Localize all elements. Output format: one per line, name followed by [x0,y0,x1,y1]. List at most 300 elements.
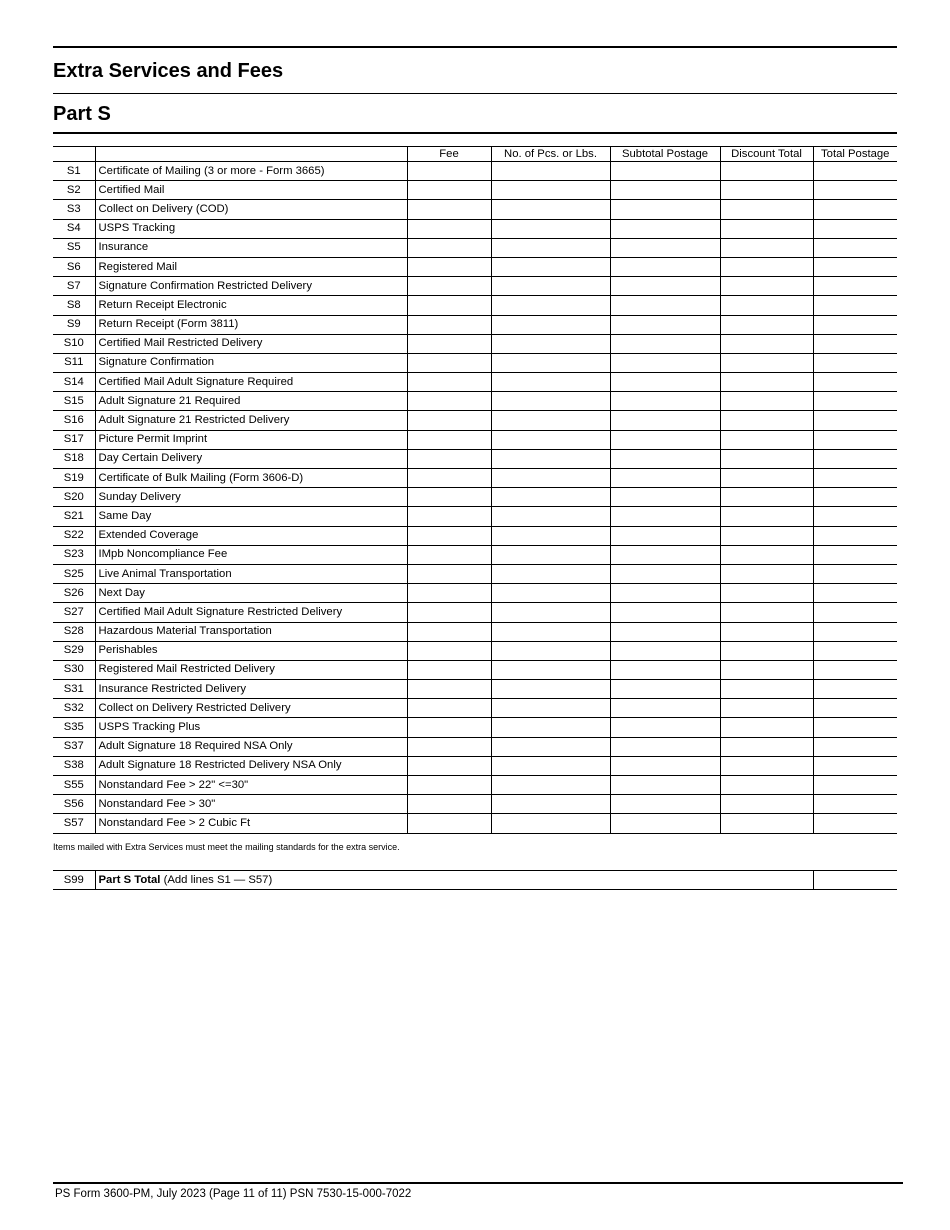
row-service-label: Certified Mail Restricted Delivery [95,334,407,353]
header-service [95,147,407,162]
discount-field[interactable] [720,392,813,411]
row-code: S2 [53,181,95,200]
pieces-field[interactable] [491,181,610,200]
row-code: S28 [53,622,95,641]
pieces-field[interactable] [491,200,610,219]
row-code: S11 [53,353,95,372]
table-row [53,699,897,718]
table-row [53,257,897,276]
fee-field[interactable] [407,603,491,622]
pieces-field[interactable] [491,545,610,564]
total-postage-field[interactable] [813,526,897,545]
discount-field[interactable] [720,699,813,718]
subtotal-field[interactable] [610,257,720,276]
table-row [53,296,897,315]
pieces-field[interactable] [491,622,610,641]
pieces-field[interactable] [491,603,610,622]
row-service-label: Registered Mail Restricted Delivery [95,660,407,679]
discount-field[interactable] [720,526,813,545]
discount-field[interactable] [720,603,813,622]
subtotal-field[interactable] [610,584,720,603]
pieces-field[interactable] [491,526,610,545]
row-service-label: Return Receipt (Form 3811) [95,315,407,334]
total-postage-field[interactable] [813,449,897,468]
table-body [53,162,897,834]
row-code: S23 [53,545,95,564]
total-postage-field[interactable] [813,699,897,718]
row-service-label: Collect on Delivery (COD) [95,200,407,219]
row-service-label: Certified Mail [95,181,407,200]
subtotal-field[interactable] [610,737,720,756]
total-label [95,871,813,890]
table-row [53,162,897,181]
row-code: S38 [53,756,95,775]
fee-field[interactable] [407,162,491,181]
subtotal-field[interactable] [610,219,720,238]
fee-field[interactable] [407,756,491,775]
row-service-label: Certified Mail Adult Signature Restricted Delivery [95,603,407,622]
pieces-field[interactable] [491,488,610,507]
extra-services-note: Items mailed with Extra Services must meet the mailing standards for the extra service. [53,842,400,852]
row-code: S56 [53,795,95,814]
fee-field[interactable] [407,776,491,795]
pieces-field[interactable] [491,392,610,411]
fee-field[interactable] [407,641,491,660]
fee-field[interactable] [407,622,491,641]
row-service-label: Perishables [95,641,407,660]
fee-field[interactable] [407,699,491,718]
fee-field[interactable] [407,469,491,488]
subtotal-field[interactable] [610,488,720,507]
table-row [53,334,897,353]
row-code: S3 [53,200,95,219]
discount-field[interactable] [720,756,813,775]
discount-field[interactable] [720,200,813,219]
subtotal-field[interactable] [610,814,720,833]
table-row [53,603,897,622]
top-rule [53,46,897,48]
fee-field[interactable] [407,737,491,756]
extra-services-table [53,146,897,834]
row-service-label: Adult Signature 21 Restricted Delivery [95,411,407,430]
total-postage-field[interactable] [813,795,897,814]
header-discount: Discount Total [720,147,813,162]
pieces-field[interactable] [491,776,610,795]
total-postage-field[interactable] [813,392,897,411]
discount-field[interactable] [720,315,813,334]
subtotal-field[interactable] [610,334,720,353]
total-postage-field[interactable] [813,238,897,257]
total-label-bold: Part S Total [98,873,161,886]
subtotal-field[interactable] [610,430,720,449]
table-header-row [53,147,897,162]
fee-field[interactable] [407,584,491,603]
pieces-field[interactable] [491,660,610,679]
row-code: S1 [53,162,95,181]
row-service-label: Return Receipt Electronic [95,296,407,315]
subtotal-field[interactable] [610,564,720,583]
section-title: Extra Services and Fees [53,60,284,82]
row-code: S22 [53,526,95,545]
row-service-label: Certified Mail Adult Signature Required [95,373,407,392]
discount-field[interactable] [720,181,813,200]
table-row [53,277,897,296]
fee-field[interactable] [407,353,491,372]
total-postage-field[interactable] [813,871,897,890]
pieces-field[interactable] [491,584,610,603]
row-service-label: USPS Tracking [95,219,407,238]
total-postage-field[interactable] [813,315,897,334]
row-service-label: Adult Signature 18 Required NSA Only [95,737,407,756]
table-row [53,660,897,679]
total-postage-field[interactable] [813,296,897,315]
pieces-field[interactable] [491,219,610,238]
row-code: S19 [53,469,95,488]
subtotal-field[interactable] [610,699,720,718]
total-postage-field[interactable] [813,507,897,526]
row-code: S20 [53,488,95,507]
total-postage-field[interactable] [813,257,897,276]
table-row [53,411,897,430]
table-row [53,641,897,660]
total-postage-field[interactable] [813,564,897,583]
row-service-label: Insurance [95,238,407,257]
discount-field[interactable] [720,257,813,276]
discount-field[interactable] [720,488,813,507]
subtotal-field[interactable] [610,680,720,699]
row-service-label: Nonstandard Fee > 30" [95,795,407,814]
total-postage-field[interactable] [813,334,897,353]
total-postage-field[interactable] [813,603,897,622]
table-row [53,181,897,200]
row-code: S27 [53,603,95,622]
fee-field[interactable] [407,795,491,814]
row-code: S21 [53,507,95,526]
fee-field[interactable] [407,219,491,238]
pieces-field[interactable] [491,238,610,257]
pieces-field[interactable] [491,315,610,334]
row-code: S37 [53,737,95,756]
discount-field[interactable] [720,238,813,257]
row-service-label: Live Animal Transportation [95,564,407,583]
table-row [53,219,897,238]
pieces-field[interactable] [491,507,610,526]
discount-field[interactable] [720,162,813,181]
subtotal-field[interactable] [610,756,720,775]
discount-field[interactable] [720,469,813,488]
discount-field[interactable] [720,334,813,353]
discount-field[interactable] [720,737,813,756]
fee-field[interactable] [407,334,491,353]
pieces-field[interactable] [491,296,610,315]
discount-field[interactable] [720,584,813,603]
subtotal-field[interactable] [610,296,720,315]
row-code: S6 [53,257,95,276]
total-postage-field[interactable] [813,373,897,392]
row-code: S32 [53,699,95,718]
header-pieces: No. of Pcs. or Lbs. [491,147,610,162]
discount-field[interactable] [720,353,813,372]
total-postage-field[interactable] [813,622,897,641]
fee-field[interactable] [407,200,491,219]
total-postage-field[interactable] [813,641,897,660]
discount-field[interactable] [720,622,813,641]
fee-field[interactable] [407,315,491,334]
subtotal-field[interactable] [610,545,720,564]
total-postage-field[interactable] [813,814,897,833]
table-row [53,564,897,583]
total-postage-field[interactable] [813,737,897,756]
part-rule [53,132,897,134]
table-row [53,315,897,334]
row-service-label: Hazardous Material Transportation [95,622,407,641]
total-postage-field[interactable] [813,219,897,238]
discount-field[interactable] [720,430,813,449]
fee-field[interactable] [407,660,491,679]
discount-field[interactable] [720,680,813,699]
pieces-field[interactable] [491,257,610,276]
row-code: S17 [53,430,95,449]
row-service-label: Nonstandard Fee > 22" <=30" [95,776,407,795]
row-code: S10 [53,334,95,353]
part-title: Part S [53,103,111,125]
row-code: S9 [53,315,95,334]
table-row [53,584,897,603]
total-row [53,871,897,890]
pieces-field[interactable] [491,699,610,718]
row-code: S35 [53,718,95,737]
discount-field[interactable] [720,776,813,795]
subtotal-field[interactable] [610,277,720,296]
fee-field[interactable] [407,296,491,315]
total-postage-field[interactable] [813,488,897,507]
row-service-label: Picture Permit Imprint [95,430,407,449]
fee-field[interactable] [407,430,491,449]
table-row [53,737,897,756]
subtotal-field[interactable] [610,641,720,660]
table-row [53,200,897,219]
fee-field[interactable] [407,814,491,833]
fee-field[interactable] [407,373,491,392]
row-service-label: Next Day [95,584,407,603]
table-row [53,449,897,468]
row-service-label: Extended Coverage [95,526,407,545]
discount-field[interactable] [720,564,813,583]
pieces-field[interactable] [491,718,610,737]
pieces-field[interactable] [491,373,610,392]
subtotal-field[interactable] [610,392,720,411]
pieces-field[interactable] [491,449,610,468]
total-postage-field[interactable] [813,776,897,795]
table-row [53,756,897,775]
total-postage-field[interactable] [813,545,897,564]
pieces-field[interactable] [491,641,610,660]
table-row [53,430,897,449]
pieces-field[interactable] [491,430,610,449]
subtotal-field[interactable] [610,373,720,392]
pieces-field[interactable] [491,564,610,583]
subtotal-field[interactable] [610,660,720,679]
total-postage-field[interactable] [813,200,897,219]
discount-field[interactable] [720,373,813,392]
row-service-label: Sunday Delivery [95,488,407,507]
row-service-label: USPS Tracking Plus [95,718,407,737]
table-row [53,488,897,507]
subtotal-field[interactable] [610,200,720,219]
discount-field[interactable] [720,449,813,468]
row-code: S15 [53,392,95,411]
discount-field[interactable] [720,277,813,296]
total-postage-field[interactable] [813,469,897,488]
row-code: S29 [53,641,95,660]
total-postage-field[interactable] [813,411,897,430]
table-row [53,469,897,488]
header-subtotal: Subtotal Postage [610,147,720,162]
fee-field[interactable] [407,545,491,564]
discount-field[interactable] [720,814,813,833]
row-service-label: Signature Confirmation Restricted Delivery [95,277,407,296]
fee-field[interactable] [407,411,491,430]
total-postage-field[interactable] [813,756,897,775]
total-code: S99 [53,871,95,890]
row-code: S5 [53,238,95,257]
row-service-label: Day Certain Delivery [95,449,407,468]
pieces-field[interactable] [491,411,610,430]
pieces-field[interactable] [491,162,610,181]
table-row [53,373,897,392]
table-row [53,392,897,411]
pieces-field[interactable] [491,334,610,353]
row-code: S55 [53,776,95,795]
row-code: S4 [53,219,95,238]
subtotal-field[interactable] [610,449,720,468]
subtotal-field[interactable] [610,181,720,200]
fee-field[interactable] [407,526,491,545]
row-code: S16 [53,411,95,430]
row-service-label: Nonstandard Fee > 2 Cubic Ft [95,814,407,833]
subtotal-field[interactable] [610,315,720,334]
total-postage-field[interactable] [813,181,897,200]
row-service-label: IMpb Noncompliance Fee [95,545,407,564]
discount-field[interactable] [720,219,813,238]
row-code: S14 [53,373,95,392]
subtotal-field[interactable] [610,238,720,257]
table-row [53,718,897,737]
subtotal-field[interactable] [610,718,720,737]
fee-field[interactable] [407,718,491,737]
table-row [53,526,897,545]
discount-field[interactable] [720,545,813,564]
discount-field[interactable] [720,507,813,526]
pieces-field[interactable] [491,469,610,488]
table-row [53,795,897,814]
fee-field[interactable] [407,507,491,526]
row-code: S18 [53,449,95,468]
fee-field[interactable] [407,488,491,507]
table-row [53,353,897,372]
row-code: S31 [53,680,95,699]
subtotal-field[interactable] [610,411,720,430]
total-postage-field[interactable] [813,584,897,603]
total-postage-field[interactable] [813,162,897,181]
fee-field[interactable] [407,564,491,583]
subtotal-field[interactable] [610,507,720,526]
section-divider [53,93,897,94]
total-postage-field[interactable] [813,680,897,699]
subtotal-field[interactable] [610,776,720,795]
discount-field[interactable] [720,296,813,315]
discount-field[interactable] [720,795,813,814]
row-service-label: Same Day [95,507,407,526]
header-code [53,147,95,162]
row-service-label: Certificate of Mailing (3 or more - Form 3665) [95,162,407,181]
table-row [53,545,897,564]
discount-field[interactable] [720,660,813,679]
row-code: S30 [53,660,95,679]
row-service-label: Adult Signature 18 Restricted Delivery NSA Only [95,756,407,775]
pieces-field[interactable] [491,756,610,775]
fee-field[interactable] [407,277,491,296]
row-service-label: Adult Signature 21 Required [95,392,407,411]
total-postage-field[interactable] [813,718,897,737]
row-code: S26 [53,584,95,603]
total-postage-field[interactable] [813,353,897,372]
fee-field[interactable] [407,257,491,276]
row-service-label: Insurance Restricted Delivery [95,680,407,699]
table-row [53,680,897,699]
subtotal-field[interactable] [610,469,720,488]
footer-rule [53,1182,903,1184]
row-service-label: Registered Mail [95,257,407,276]
pieces-field[interactable] [491,353,610,372]
subtotal-field[interactable] [610,353,720,372]
subtotal-field[interactable] [610,162,720,181]
part-s-total-table [53,870,897,890]
table-row [53,238,897,257]
fee-field[interactable] [407,181,491,200]
row-service-label: Certificate of Bulk Mailing (Form 3606-D) [95,469,407,488]
table-row [53,507,897,526]
discount-field[interactable] [720,641,813,660]
total-postage-field[interactable] [813,660,897,679]
fee-field[interactable] [407,449,491,468]
pieces-field[interactable] [491,680,610,699]
form-footer: PS Form 3600-PM, July 2023 (Page 11 of 11) PSN 7530-15-000-7022 [55,1188,412,1200]
total-postage-field[interactable] [813,277,897,296]
row-code: S7 [53,277,95,296]
subtotal-field[interactable] [610,603,720,622]
table-row [53,814,897,833]
pieces-field[interactable] [491,737,610,756]
fee-field[interactable] [407,680,491,699]
pieces-field[interactable] [491,277,610,296]
header-total: Total Postage [813,147,897,162]
table-row [53,622,897,641]
subtotal-field[interactable] [610,622,720,641]
total-postage-field[interactable] [813,430,897,449]
row-code: S25 [53,564,95,583]
discount-field[interactable] [720,718,813,737]
discount-field[interactable] [720,411,813,430]
table-row [53,776,897,795]
subtotal-field[interactable] [610,526,720,545]
pieces-field[interactable] [491,814,610,833]
header-fee: Fee [407,147,491,162]
fee-field[interactable] [407,392,491,411]
subtotal-field[interactable] [610,795,720,814]
fee-field[interactable] [407,238,491,257]
pieces-field[interactable] [491,795,610,814]
